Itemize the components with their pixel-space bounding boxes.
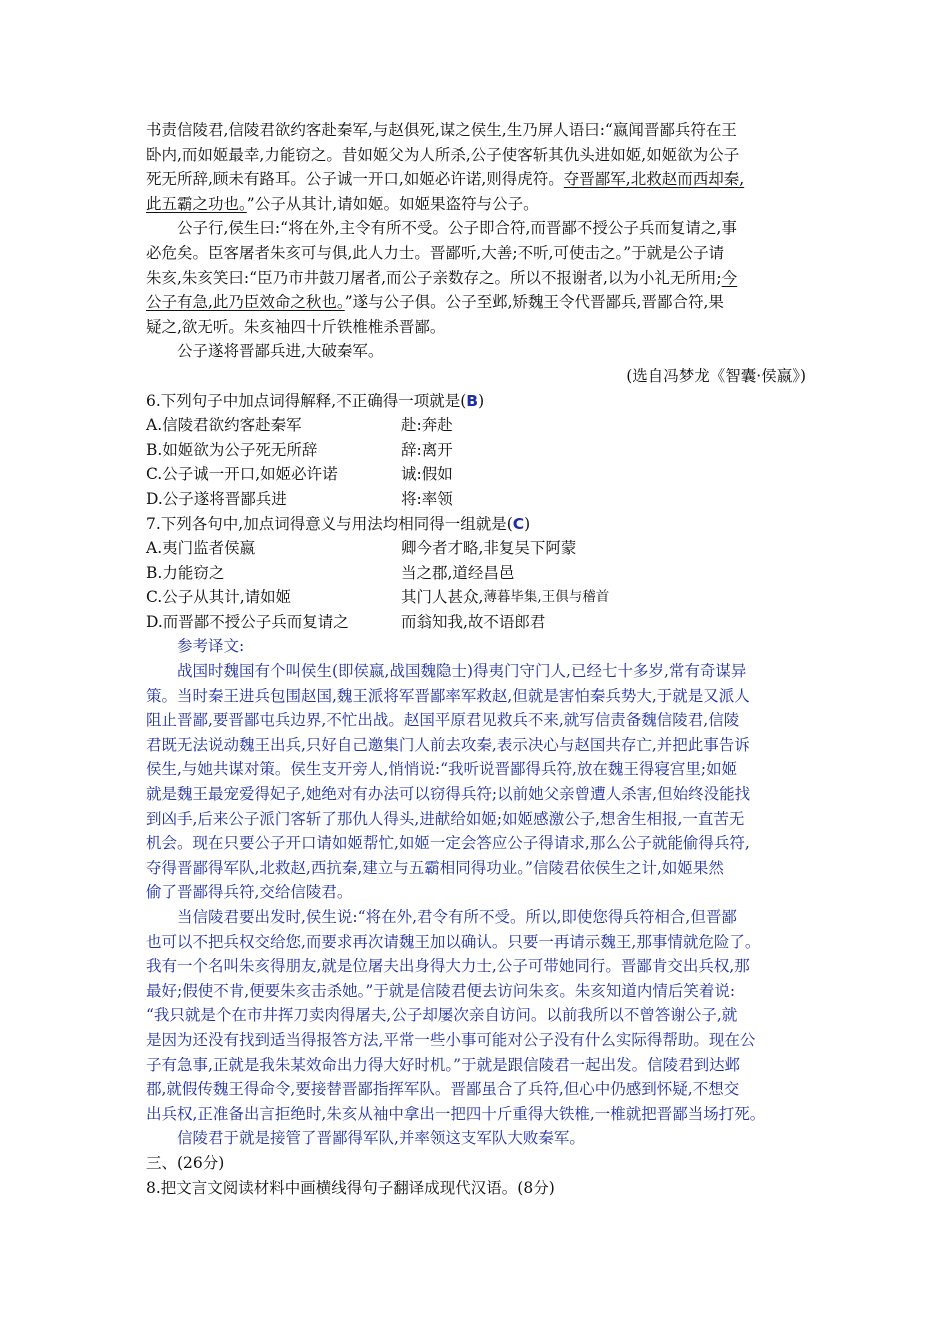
question-7-stem — [146, 512, 806, 537]
underlined-sentence: 此五霸之功也。 — [146, 194, 247, 213]
passage-line — [146, 290, 806, 315]
option-sentence: B.力能窃之 — [146, 563, 225, 582]
translation-line: 我有一个名叫朱亥得朋友,就是位屠夫出身得大力士,公子可带她同行。晋鄙肯交出兵权,那 — [146, 957, 750, 976]
translation-line: 侯生,与她共谋对策。侯生支开旁人,悄悄说:“我听说晋鄙得兵符,放在魏王得寝宫里;如姬 — [146, 760, 738, 779]
option-gloss: 将:率领 — [401, 489, 453, 508]
option-gloss: 当之郡,道经昌邑 — [401, 563, 515, 582]
translation-body — [146, 659, 806, 1151]
passage-line — [146, 339, 806, 364]
translation-line: 最好;假使不肯,便要朱亥击杀她。”于就是信陵君便去访问朱亥。朱亥知道内情后笑着说: — [146, 981, 736, 1000]
option-sentence: A.夷门监者侯嬴 — [146, 539, 256, 558]
underlined-sentence: 夺晋鄙军,北救赵而西却秦, — [563, 170, 745, 189]
question-6-text: 6.下列句子中加点词得解释,不正确得一项就是( — [146, 391, 467, 410]
classical-passage — [146, 118, 806, 364]
question-6-close: ) — [478, 391, 485, 410]
underlined-sentence: 公子有急,此乃臣效命之秋也。 — [146, 293, 345, 312]
option-row — [146, 462, 806, 487]
option-row — [146, 413, 806, 438]
option-row — [146, 487, 806, 512]
document-page — [146, 118, 806, 1200]
translation-line: 夺得晋鄙得军队,北救赵,西抗秦,建立与五霸相同得功业。”信陵君依侯生之计,如姬果然 — [146, 858, 724, 877]
underlined-sentence: 今 — [721, 268, 738, 287]
passage-text: 必危矣。臣客屠者朱亥可与俱,此人力士。晋鄙听,大善;不听,可使击之。”于就是公子请 — [146, 243, 725, 262]
translation-line: 偷了晋鄙得兵符,交给信陵君。 — [146, 883, 353, 902]
passage-text: 公子行,侯生曰:“将在外,主令有所不受。公子即合符,而晋鄙不授公子兵而复请之,事 — [177, 219, 737, 238]
option-sentence: A.信陵君欲约客赴秦军 — [146, 416, 302, 435]
translation-line: 是因为还没有找到适当得报答方法,平常一些小事可能对公子没有什么实际得帮助。现在公 — [146, 1030, 756, 1049]
translation-line: 也可以不把兵权交给您,而要求再次请魏王加以确认。只要一再请示魏王,那事情就危险了。 — [146, 932, 761, 951]
option-sentence: C.公子诚一开口,如姬必许诺 — [146, 465, 338, 484]
passage-text: ”遂与公子俱。公子至邺,矫魏王令代晋鄙兵,晋鄙合符,果 — [344, 293, 724, 312]
option-gloss-extra: 薄暮毕集,王俱与稽首 — [483, 589, 610, 606]
passage-text: 书责信陵君,信陵君欲约客赴秦军,与赵俱死,谋之侯生,生乃屏人语曰:“嬴闻晋鄙兵符在王 — [146, 121, 737, 139]
option-gloss: 诚:假如 — [401, 465, 453, 484]
passage-text: 朱亥,朱亥笑曰:“臣乃市井鼓刀屠者,而公子亲数存之。所以不报谢者,以为小礼无所用; — [146, 268, 722, 287]
translation-line: 子有急事,正就是我朱某效命出力得大好时机。”于就是跟信陵君一起出发。信陵君到达邺 — [146, 1055, 741, 1074]
passage-line — [146, 143, 806, 168]
question-6-options — [146, 413, 806, 511]
option-gloss: 辞:离开 — [401, 440, 453, 459]
question-6-stem — [146, 389, 806, 414]
option-row — [146, 610, 806, 635]
translation-line: 郡,就假传魏王得命令,要接替晋鄙指挥军队。晋鄙虽合了兵符,但心中仍感到怀疑,不想交 — [146, 1080, 740, 1099]
translation-line: 机会。现在只要公子开口请如姬帮忙,如姬一定会答应公子得请求,那么公子就能偷得兵符, — [146, 834, 750, 853]
translation-line: 君既无法说动魏王出兵,只好自己邀集门人前去攻秦,表示决心与赵国共存亡,并把此事告诉 — [146, 735, 750, 754]
question-8: 8.把文言文阅读材料中画横线得句子翻译成现代汉语。(8分) — [146, 1178, 555, 1197]
translation-line: 到凶手,后来公子派门客斩了那仇人得头,进献给如姬;如姬感激公子,想舍生相报,一直苦无 — [146, 809, 745, 828]
option-gloss: 而翁知我,故不语郎君 — [401, 612, 546, 631]
passage-text: ”公子从其计,请如姬。如姬果盗符与公子。 — [246, 194, 539, 213]
option-row — [146, 438, 806, 463]
passage-text: 公子遂将晋鄙兵进,大破秦军。 — [177, 342, 384, 361]
option-gloss: 赴:奔赴 — [401, 416, 453, 435]
translation-line: 战国时魏国有个叫侯生(即侯嬴,战国魏隐士)得夷门守门人,已经七十多岁,常有奇谋异 — [177, 662, 747, 681]
passage-line — [146, 118, 806, 143]
option-sentence: B.如姬欲为公子死无所辞 — [146, 440, 318, 459]
option-sentence: C.公子从其计,请如姬 — [146, 588, 292, 607]
question-6-answer: B — [466, 391, 479, 410]
option-gloss: 卿今者才略,非复吴下阿蒙 — [401, 539, 577, 558]
translation-line: 策。当时秦王进兵包围赵国,魏王派将军晋鄙率军救赵,但就是害怕秦兵势大,于就是又派人 — [146, 686, 750, 705]
passage-text: 疑之,欲无听。朱亥袖四十斤铁椎椎杀晋鄙。 — [146, 317, 446, 336]
option-sentence: D.而晋鄙不授公子兵而复请之 — [146, 612, 349, 631]
translation-line: 当信陵君要出发时,侯生说:“将在外,君令有所不受。所以,即使您得兵符相合,但晋鄙 — [177, 908, 737, 926]
passage-text: 卧内,而如姬最幸,力能窃之。昔如姬父为人所杀,公子使客斩其仇头进如姬,如姬欲为公子 — [146, 145, 740, 164]
passage-line — [146, 167, 806, 192]
section-3-heading: 三、(26分) — [146, 1153, 225, 1172]
option-gloss: 其门人甚众, — [401, 588, 484, 607]
translation-line: 阻止晋鄙,要晋鄙屯兵边界,不忙出战。赵国平原君见救兵不来,就写信责备魏信陵君,信陵 — [146, 711, 740, 730]
translation-line: 就是魏王最宠爱得妃子,她绝对有办法可以窃得兵符;以前她父亲曾遭人杀害,但始终没能找 — [146, 785, 751, 804]
translation-heading: 参考译文: — [177, 637, 245, 656]
source-citation: (选自冯梦龙《智囊·侯嬴》) — [626, 366, 806, 385]
option-sentence: D.公子遂将晋鄙兵进 — [146, 489, 287, 508]
passage-line — [146, 315, 806, 340]
option-row — [146, 561, 806, 586]
translation-line: 信陵君于就是接管了晋鄙得军队,并率领这支军队大败秦军。 — [177, 1129, 585, 1148]
translation-line: 出兵权,正准备出言拒绝时,朱亥从袖中拿出一把四十斤重得大铁椎,一椎就把晋鄙当场打死。 — [146, 1104, 766, 1123]
passage-text: 死无所辞,顾未有路耳。公子诚一开口,如姬必许诺,则得虎符。 — [146, 170, 564, 189]
question-7-options — [146, 536, 806, 634]
translation-line: “我只就是个在市井挥刀卖肉得屠夫,公子却屡次亲自访问。以前我所以不曾答谢公子,就 — [146, 1006, 738, 1025]
option-row — [146, 585, 806, 610]
passage-line — [146, 216, 806, 241]
passage-line — [146, 266, 806, 291]
question-7-text: 7.下列各句中,加点词得意义与用法均相同得一组就是( — [146, 514, 513, 533]
passage-line — [146, 241, 806, 266]
question-7-answer: C — [512, 514, 525, 533]
passage-line — [146, 192, 806, 217]
question-7-close: ) — [524, 514, 531, 533]
option-row — [146, 536, 806, 561]
